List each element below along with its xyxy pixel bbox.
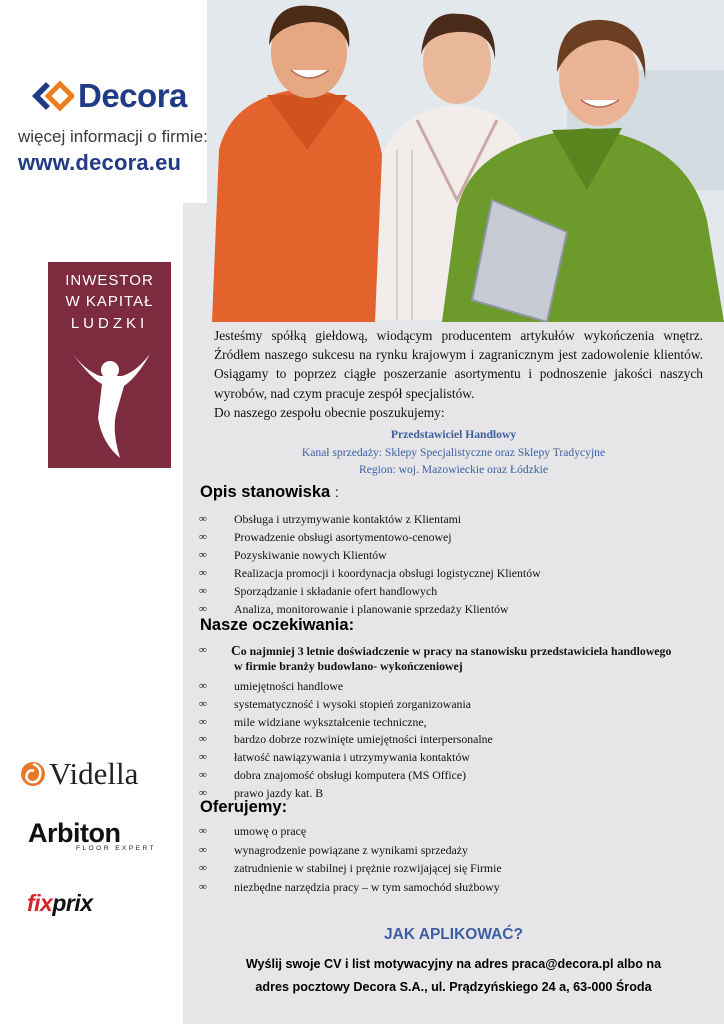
list-item: ∞ niezbędne narzędzia pracy – w tym samochód służbowy: [199, 878, 502, 897]
list-item: ∞ Pozyskiwanie nowych Klientów: [199, 548, 387, 562]
bullet-icon: ∞: [199, 549, 207, 561]
expectations-title: Nasze oczekiwania:: [200, 616, 355, 634]
first-capital: C: [231, 643, 241, 658]
bullet-icon: ∞: [199, 585, 207, 597]
offer-list: [199, 822, 502, 896]
first-expectation: o najmniej 3 letnie doświadczenie w pracy na stanowisku przedstawiciela handlowego: [240, 644, 672, 658]
vidella-swirl-icon: [20, 759, 46, 789]
three-smiling-people-photo: [207, 0, 724, 322]
bullet-icon: ∞: [199, 733, 207, 746]
description-title: Opis stanowiska: [200, 483, 331, 501]
bullet-icon: ∞: [199, 567, 207, 579]
position-channel: Kanał sprzedaży: Sklepy Specjalistyczne oraz Sklepy Tradycyjne: [301, 446, 606, 459]
list-item: ∞ systematyczność i wysoki stopień zorganizowania: [199, 696, 671, 714]
bullet-icon: ∞: [199, 880, 207, 893]
more-info-label: więcej informacji o firmie:: [18, 127, 208, 146]
arbiton-wordmark: Arbiton: [28, 818, 121, 848]
list-item: ∞ umowę o pracę: [199, 822, 502, 841]
decora-diamond-icon: [28, 76, 74, 116]
vidella-wordmark: Vidella: [49, 756, 139, 791]
list-item: ∞ mile widziane wykształcenie techniczne,: [199, 714, 671, 732]
list-item: [199, 643, 671, 674]
investor-line-3: LUDZKI: [70, 315, 149, 332]
investor-line-1: INWESTOR: [65, 272, 154, 289]
bullet-icon: ∞: [199, 603, 207, 615]
decora-wordmark: Decora: [78, 77, 187, 114]
fixprix-logo: [27, 890, 93, 917]
bullet-icon: ∞: [199, 644, 207, 656]
description-list: [199, 510, 541, 618]
list-item: ∞ wynagrodzenie powiązane z wynikami sprzedaży: [199, 841, 502, 860]
investor-badge: [48, 262, 171, 468]
list-item: ∞ bardzo dobrze rozwinięte umiejętności interpersonalne: [199, 731, 671, 749]
intro-paragraph: Jesteśmy spółką giełdową, wiodącym producentem artykułów wykończenia wnętrz. Źródłem naszego sukcesu na rynku krajowym i zagranicznym jest zadowolenie klientów. Osiągamy to poprzez ciągłe poszerzanie asortymentu i podnoszenie jakości naszych wyrobów, nad czym pracuje zespół specjalistów.: [214, 328, 703, 401]
website-link[interactable]: www.decora.eu: [18, 150, 182, 175]
bullet-icon: ∞: [199, 862, 207, 874]
list-item: ∞ Obsługa i utrzymywanie kontaktów z Klientami: [199, 512, 462, 526]
list-item: ∞ łatwość nawiązywania i utrzymywania kontaktów: [199, 749, 671, 767]
arbiton-subtitle: FLOOR EXPERT: [76, 845, 157, 852]
list-item: ∞ Prowadzenie obsługi asortymentowo-cenowej: [199, 530, 452, 544]
expectations-list: [199, 643, 671, 803]
first-expectation-line2: w firmie branży budowlano- wykończeniowej: [234, 659, 463, 673]
apply-title: JAK APLIKOWAĆ?: [384, 926, 523, 943]
bullet-icon: ∞: [199, 786, 207, 799]
list-item: ∞ Sporządzanie i składanie ofert handlowych: [199, 584, 438, 598]
apply-line-2: adres pocztowy Decora S.A., ul. Prądzyńskiego 24 a, 63-000 Środa: [255, 980, 652, 994]
list-item: ∞ dobra znajomość obsługi komputera (MS Office): [199, 767, 671, 785]
list-item: ∞ Analiza, monitorowanie i planowanie sprzedaży Klientów: [199, 602, 509, 616]
bullet-icon: ∞: [199, 768, 207, 781]
bullet-icon: ∞: [199, 697, 207, 710]
decora-logo: [28, 76, 187, 116]
fixprix-fix: fix: [27, 890, 53, 916]
bullet-icon: ∞: [199, 843, 207, 856]
intro-text: [214, 326, 703, 422]
bullet-icon: ∞: [199, 825, 207, 837]
bullet-icon: ∞: [199, 531, 207, 543]
arbiton-logo: [28, 818, 156, 852]
bullet-icon: ∞: [199, 513, 207, 525]
intro-seeking: Do naszego zespołu obecnie poszukujemy:: [214, 404, 445, 420]
fixprix-prix: prix: [52, 890, 93, 916]
description-colon: :: [334, 484, 339, 500]
list-item: ∞ umiejętności handlowe: [199, 678, 671, 696]
description-heading: [200, 483, 339, 502]
bullet-icon: ∞: [199, 680, 207, 692]
vidella-logo: [20, 756, 138, 792]
offer-title: Oferujemy:: [200, 798, 288, 816]
person-raised-arms-icon: [66, 348, 154, 460]
investor-line-2: W KAPITAŁ: [65, 293, 154, 310]
position-title: Przedstawiciel Handlowy: [390, 428, 517, 441]
list-item: ∞ prawo jazdy kat. B: [199, 785, 671, 803]
position-region: Region: woj. Mazowieckie oraz Łódzkie: [359, 463, 548, 476]
list-item: ∞ zatrudnienie w stabilnej i prężnie rozwijającej się Firmie: [199, 859, 502, 878]
apply-line-1: Wyślij swoje CV i list motywacyjny na adres praca@decora.pl albo na: [245, 957, 662, 971]
bullet-icon: ∞: [199, 751, 207, 764]
team-photo: [207, 0, 724, 322]
bullet-icon: ∞: [199, 715, 207, 728]
list-item: ∞ Realizacja promocji i koordynacja obsługi logistycznej Klientów: [199, 566, 541, 580]
